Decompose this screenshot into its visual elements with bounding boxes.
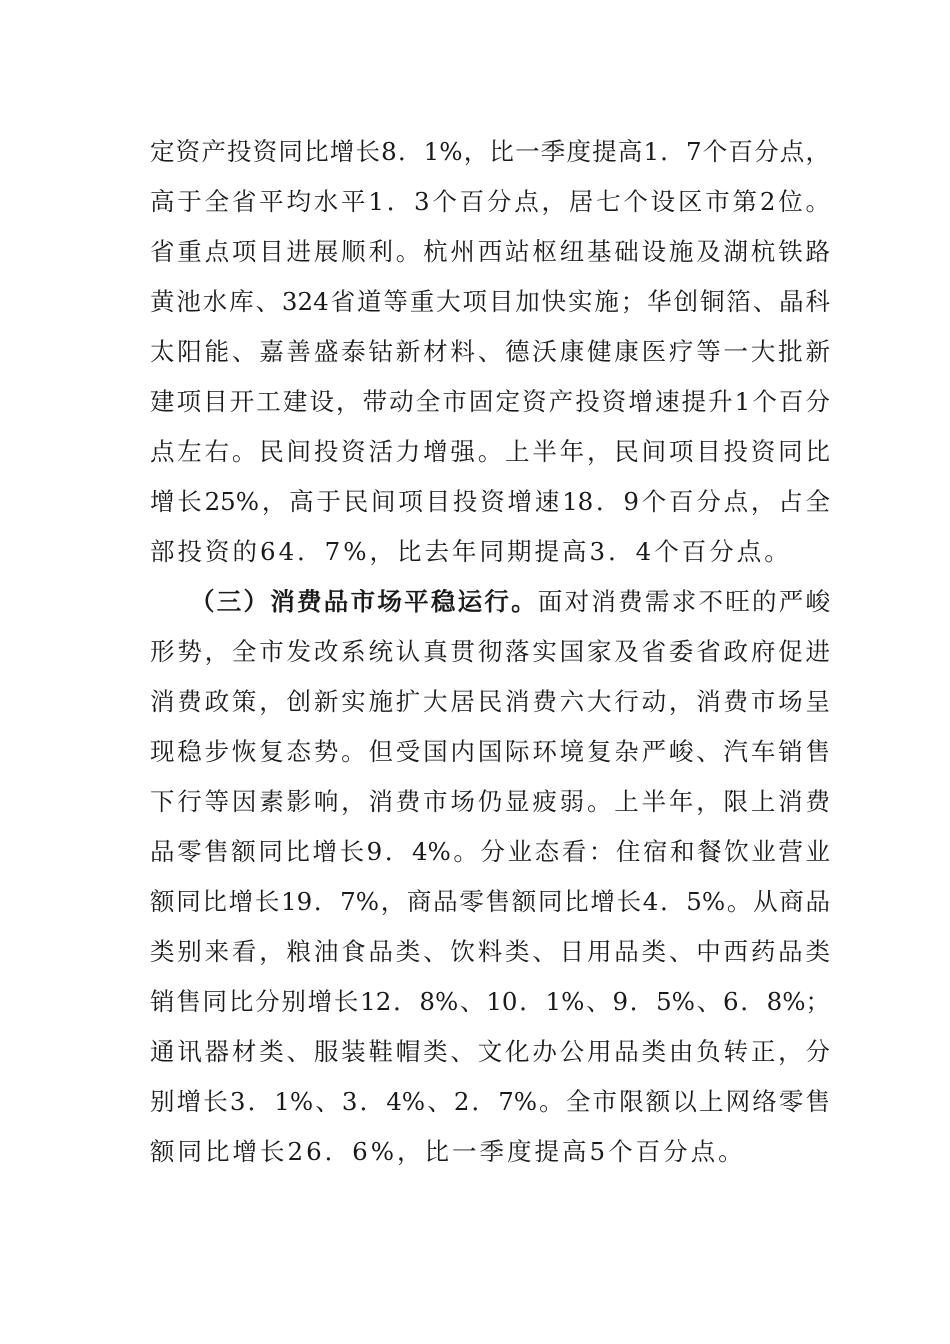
section-line-1-text: 面对消费需求不旺的严峻 <box>537 587 830 616</box>
body-line-4: 黄池水库、324省道等重大项目加快实施；华创铜箔、晶科 <box>150 287 830 316</box>
body-line-2: 高于全省平均水平1．3个百分点，居七个设区市第2位。 <box>150 187 830 216</box>
body-line-17: 类别来看，粮油食品类、饮料类、日用品类、中西药品类 <box>150 937 830 966</box>
body-line-8: 增长25%，高于民间项目投资增速18．9个百分点，占全 <box>150 487 830 516</box>
section-first-line <box>190 587 830 617</box>
body-line-13: 现稳步恢复态势。但受国内国际环境复杂严峻、汽车销售 <box>150 737 830 766</box>
body-line-20: 别增长3．1%、3．4%、2．7%。全市限额以上网络零售 <box>150 1087 830 1116</box>
section-heading: （三）消费品市场平稳运行。 <box>190 587 538 616</box>
body-line-3: 省重点项目进展顺利。杭州西站枢纽基础设施及湖杭铁路 <box>150 237 830 266</box>
body-line-9: 部投资的64．7%，比去年同期提高3．4个百分点。 <box>150 537 792 566</box>
body-line-1: 定资产投资同比增长8．1%，比一季度提高1．7个百分点， <box>150 137 830 166</box>
body-line-11: 形势，全市发改系统认真贯彻落实国家及省委省政府促进 <box>150 637 830 666</box>
body-line-18: 销售同比分别增长12．8%、10．1%、9．5%、6．8%； <box>150 987 830 1016</box>
body-line-5: 太阳能、嘉善盛泰钴新材料、德沃康健康医疗等一大批新 <box>150 337 830 366</box>
body-line-14: 下行等因素影响，消费市场仍显疲弱。上半年，限上消费 <box>150 787 830 816</box>
body-line-16: 额同比增长19．7%，商品零售额同比增长4．5%。从商品 <box>150 887 830 916</box>
body-line-6: 建项目开工建设，带动全市固定资产投资增速提升1个百分 <box>150 387 830 416</box>
body-line-21: 额同比增长26．6%，比一季度提高5个百分点。 <box>150 1137 746 1166</box>
body-line-12: 消费政策，创新实施扩大居民消费六大行动，消费市场呈 <box>150 687 830 716</box>
body-line-15: 品零售额同比增长9．4%。分业态看：住宿和餐饮业营业 <box>150 837 830 866</box>
body-line-19: 通讯器材类、服装鞋帽类、文化办公用品类由负转正，分 <box>150 1037 830 1066</box>
body-line-7: 点左右。民间投资活力增强。上半年，民间项目投资同比 <box>150 437 830 466</box>
